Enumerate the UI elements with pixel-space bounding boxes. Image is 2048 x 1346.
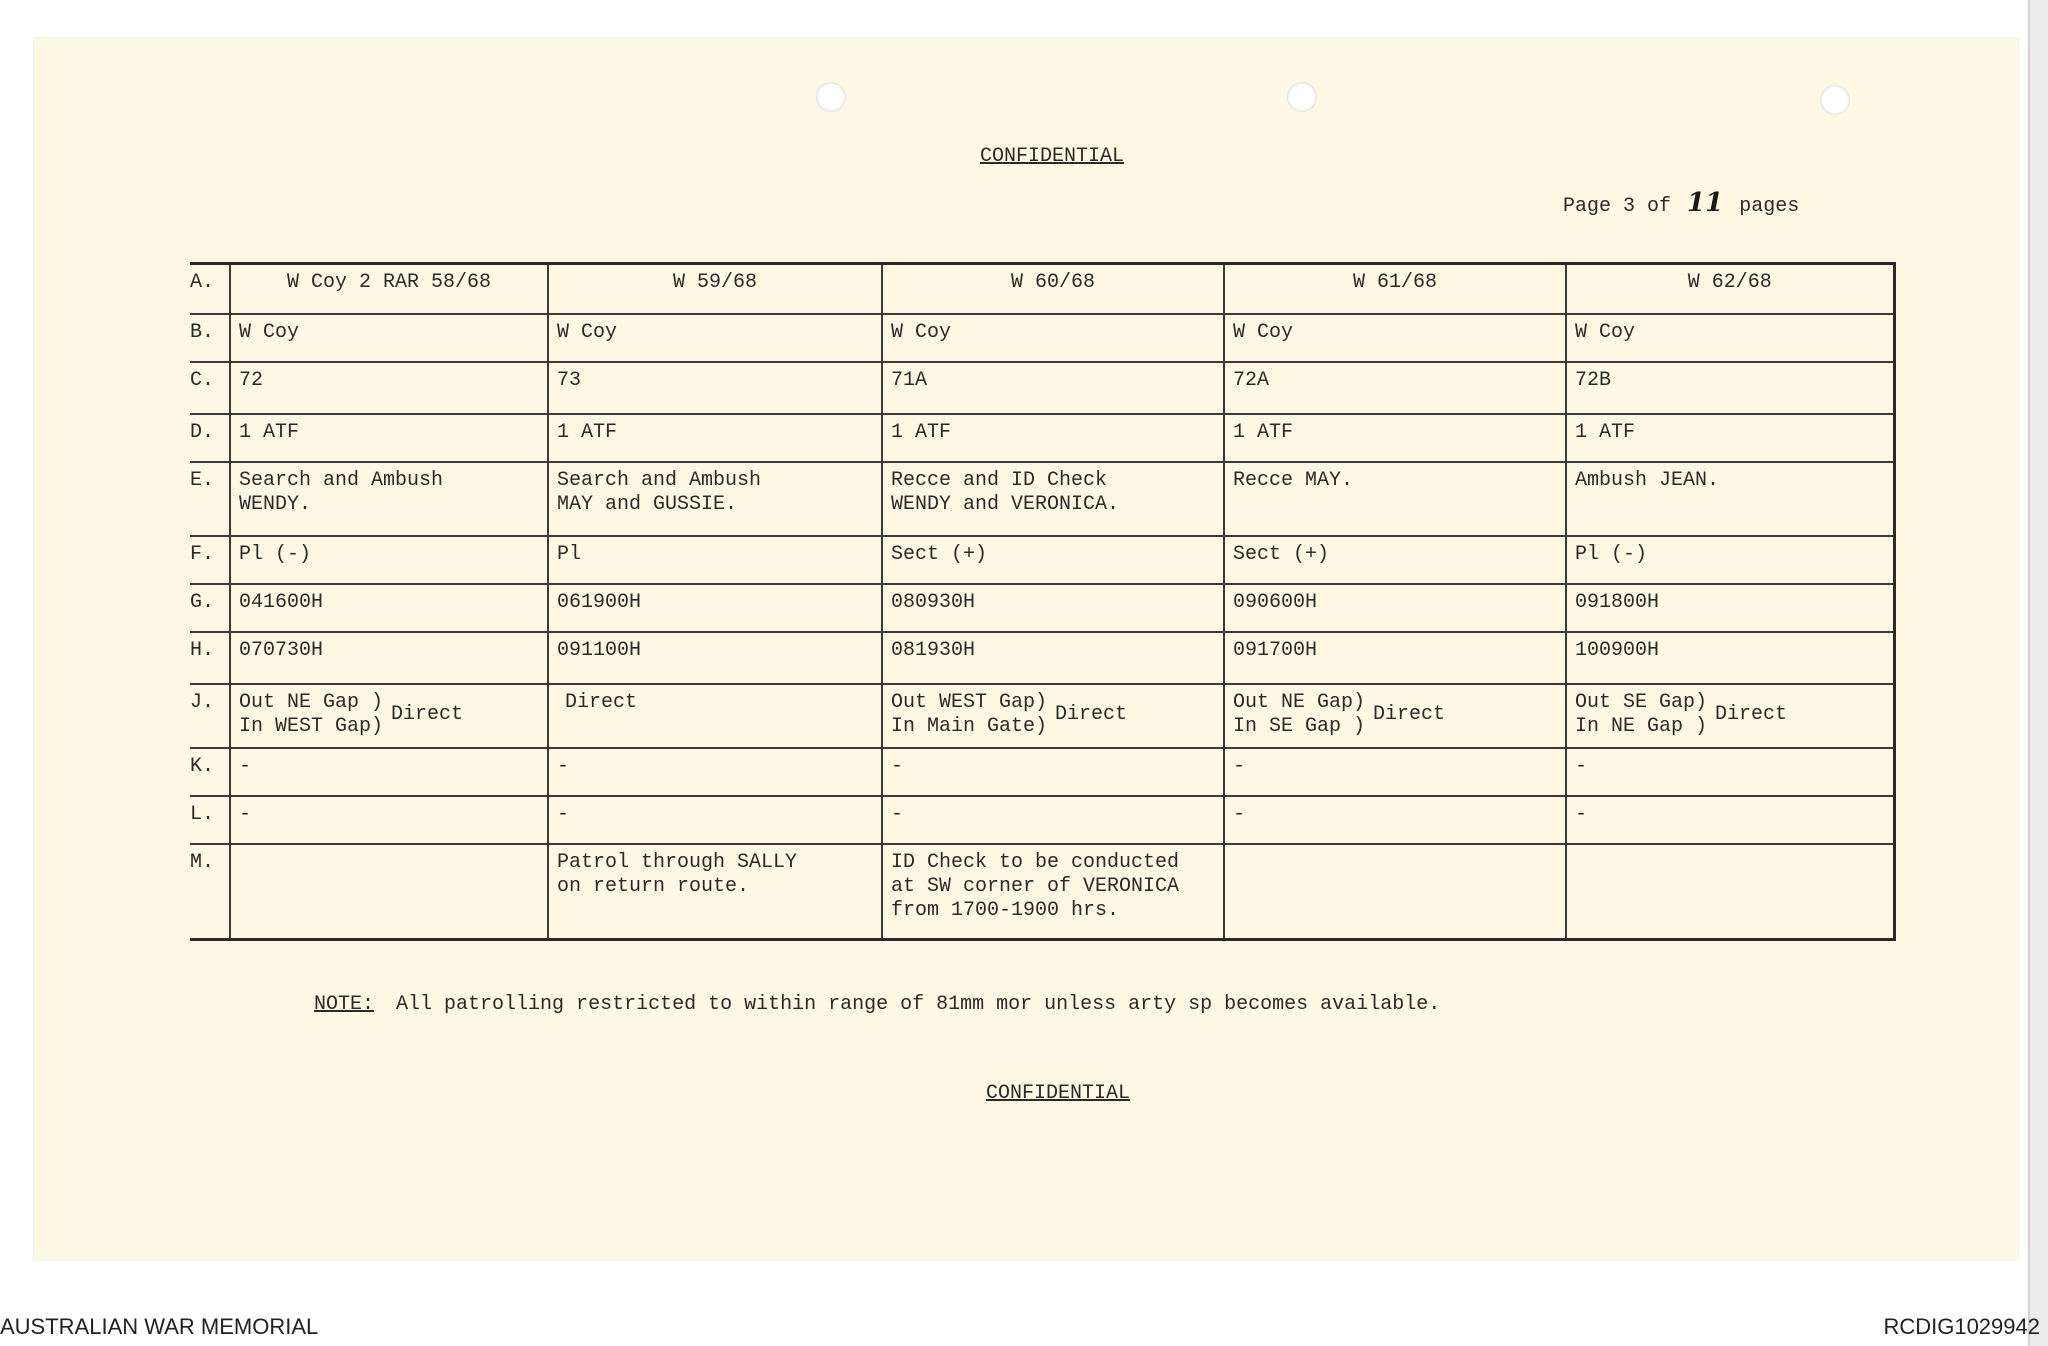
punch-hole [1820, 85, 1850, 115]
route-type: Direct [1055, 702, 1128, 726]
table-cell: 72A [1224, 362, 1566, 414]
table-cell: 72B [1566, 362, 1894, 414]
table-row [190, 632, 1894, 684]
row-label: B. [190, 314, 230, 362]
table-cell: - [1566, 748, 1894, 796]
row-label: F. [190, 536, 230, 584]
row-label: M. [190, 844, 230, 940]
table-row [190, 748, 1894, 796]
table-cell: Pl (-) [1566, 536, 1894, 584]
patrol-orders-table [190, 262, 1896, 941]
table-cell [882, 684, 1224, 748]
page-label: Page 3 of [1563, 195, 1672, 218]
table-cell: Sect (+) [1224, 536, 1566, 584]
table-cell: - [230, 796, 548, 844]
table-row [190, 844, 1894, 940]
table-cell [1566, 844, 1894, 940]
table-cell [1566, 684, 1894, 748]
table-cell: - [1224, 748, 1566, 796]
table-cell: 091800H [1566, 584, 1894, 632]
table-cell [230, 844, 548, 940]
table-cell [548, 684, 882, 748]
table-cell: ID Check to be conducted at SW corner of VERONICA from 1700-1900 hrs. [882, 844, 1224, 940]
table-cell: W 62/68 [1566, 264, 1894, 314]
note [314, 993, 1440, 1016]
table-cell: Search and Ambush WENDY. [230, 462, 548, 536]
route-type: Direct [391, 702, 464, 726]
row-label: G. [190, 584, 230, 632]
table-cell [1224, 684, 1566, 748]
table-cell: 1 ATF [882, 414, 1224, 462]
footer-id: RCDIG1029942 [1883, 1314, 2040, 1339]
table-row [190, 536, 1894, 584]
table-row [190, 796, 1894, 844]
row-label: J. [190, 684, 230, 748]
table-row [190, 264, 1894, 314]
table-cell: 1 ATF [230, 414, 548, 462]
note-label: NOTE: [314, 993, 375, 1016]
table-row [190, 362, 1894, 414]
table-cell: 1 ATF [1566, 414, 1894, 462]
note-text: All patrolling restricted to within range of 81mm mor unless arty sp becomes available. [396, 993, 1441, 1016]
row-label: H. [190, 632, 230, 684]
table-cell: - [882, 796, 1224, 844]
table-cell: 070730H [230, 632, 548, 684]
page-suffix: pages [1739, 195, 1800, 218]
row-label: E. [190, 462, 230, 536]
row-label: D. [190, 414, 230, 462]
table-cell: 091100H [548, 632, 882, 684]
table-cell: - [548, 748, 882, 796]
row-label: C. [190, 362, 230, 414]
route-cell [891, 691, 1215, 739]
punch-hole [1287, 82, 1317, 112]
table-cell: W 60/68 [882, 264, 1224, 314]
row-label: A. [190, 264, 230, 314]
table-cell: W 59/68 [548, 264, 882, 314]
route-gaps: Out NE Gap ) In WEST Gap) [239, 690, 384, 738]
table-cell: 1 ATF [548, 414, 882, 462]
classification-top: CONFIDENTIAL [980, 145, 1125, 168]
table-cell: Patrol through SALLY on return route. [548, 844, 882, 940]
footer-source: AUSTRALIAN WAR MEMORIAL [0, 1314, 319, 1339]
route-gaps: Out SE Gap) In NE Gap ) [1575, 690, 1708, 738]
table-cell: - [1224, 796, 1566, 844]
route-gaps: Out NE Gap) In SE Gap ) [1233, 690, 1366, 738]
table-cell: W Coy [1224, 314, 1566, 362]
table-cell: 090600H [1224, 584, 1566, 632]
table-cell: 73 [548, 362, 882, 414]
row-label: K. [190, 748, 230, 796]
table-row [190, 314, 1894, 362]
table-cell: 061900H [548, 584, 882, 632]
route-type: Direct [1373, 702, 1446, 726]
table-cell: - [548, 796, 882, 844]
table-cell: - [882, 748, 1224, 796]
classification-bottom: CONFIDENTIAL [986, 1082, 1131, 1105]
page-total-handwritten: 11 [1687, 188, 1724, 218]
punch-hole [816, 82, 846, 112]
table-cell: Pl [548, 536, 882, 584]
route-cell [1233, 691, 1557, 739]
page-number [1563, 188, 1799, 218]
route-cell [239, 691, 539, 739]
table-cell: Recce and ID Check WENDY and VERONICA. [882, 462, 1224, 536]
table-cell: W 61/68 [1224, 264, 1566, 314]
table-cell: Recce MAY. [1224, 462, 1566, 536]
table-cell: - [1566, 796, 1894, 844]
route-gaps: Out WEST Gap) In Main Gate) [891, 690, 1048, 738]
route-type: Direct [1715, 702, 1788, 726]
table-row [190, 414, 1894, 462]
table-cell: 091700H [1224, 632, 1566, 684]
table-cell: 1 ATF [1224, 414, 1566, 462]
table-row [190, 462, 1894, 536]
page-edge [2028, 0, 2048, 1346]
table-cell: W Coy 2 RAR 58/68 [230, 264, 548, 314]
table-cell: 041600H [230, 584, 548, 632]
row-label: L. [190, 796, 230, 844]
table-cell: W Coy [1566, 314, 1894, 362]
table-cell: Pl (-) [230, 536, 548, 584]
table-cell [230, 684, 548, 748]
table-cell: W Coy [230, 314, 548, 362]
table-cell: Ambush JEAN. [1566, 462, 1894, 536]
table-cell: Sect (+) [882, 536, 1224, 584]
table-cell: 100900H [1566, 632, 1894, 684]
table-cell: 72 [230, 362, 548, 414]
table-cell: Search and Ambush MAY and GUSSIE. [548, 462, 882, 536]
table-cell: 081930H [882, 632, 1224, 684]
table-cell: - [230, 748, 548, 796]
table-cell: 080930H [882, 584, 1224, 632]
route-type: Direct [565, 690, 638, 714]
table-cell: W Coy [882, 314, 1224, 362]
route-cell [557, 691, 873, 715]
table-cell [1224, 844, 1566, 940]
table-row [190, 684, 1894, 748]
table-cell: W Coy [548, 314, 882, 362]
table-cell: 71A [882, 362, 1224, 414]
route-cell [1575, 691, 1885, 739]
table-row [190, 584, 1894, 632]
